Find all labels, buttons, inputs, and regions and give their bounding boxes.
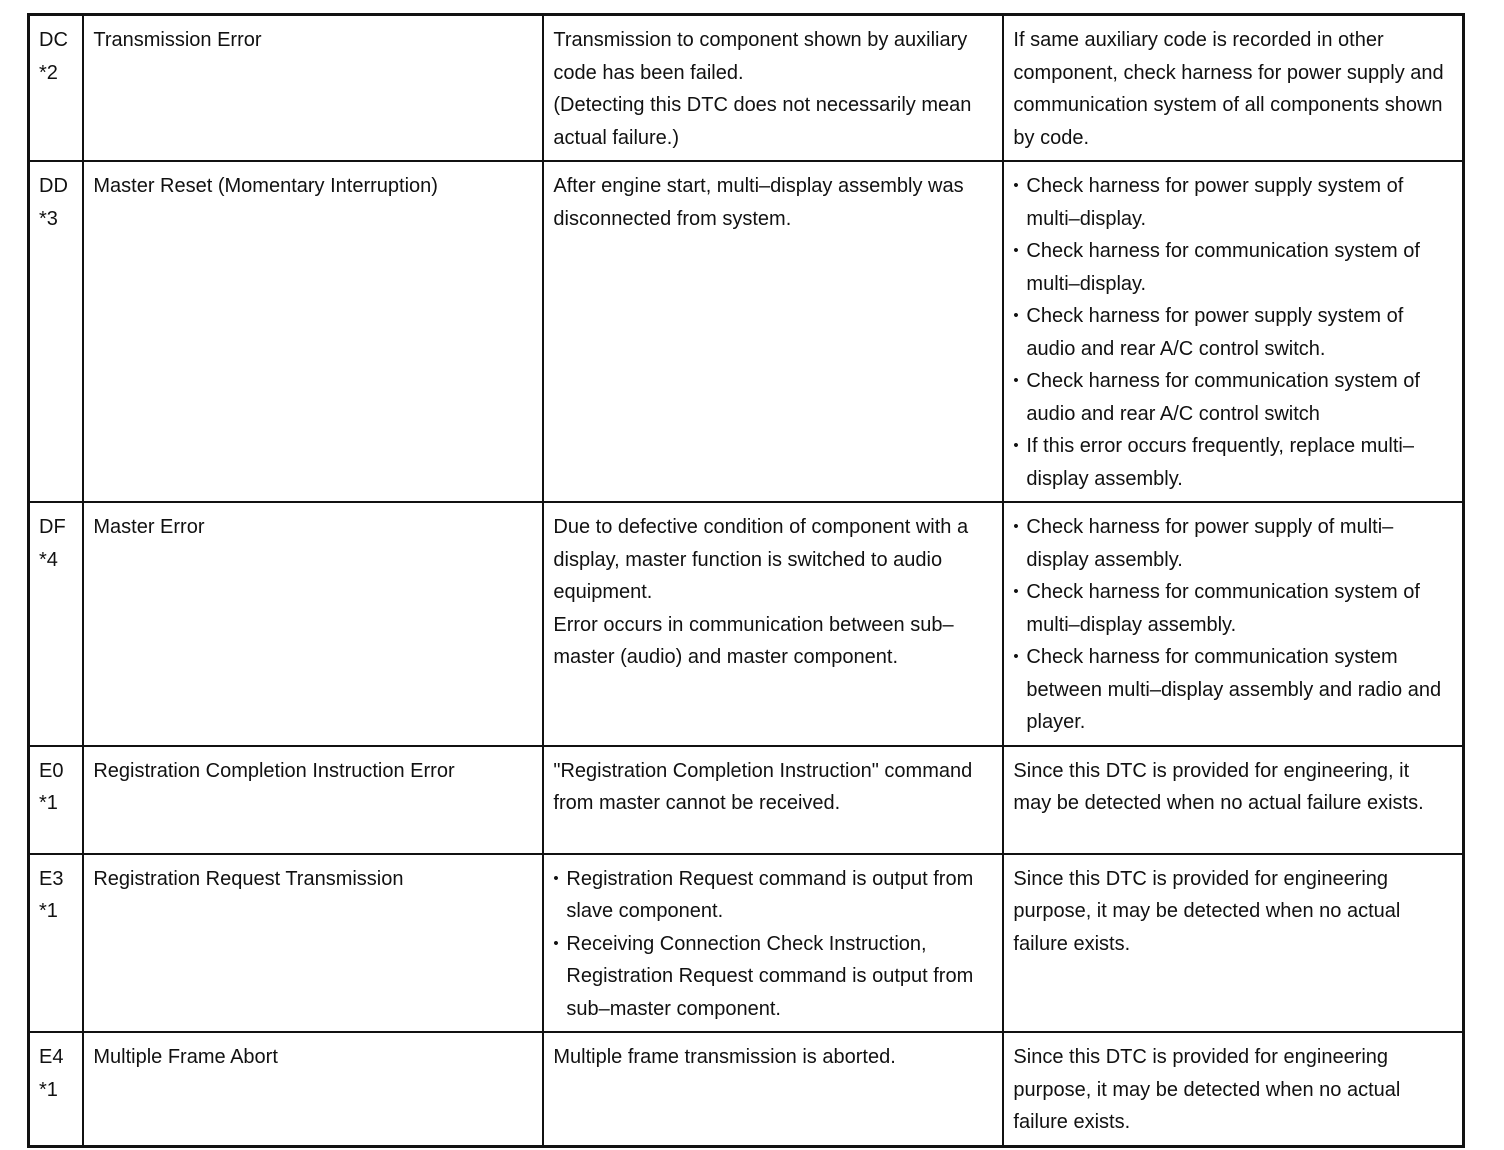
list-item: • Check harness for communication system of multi–display. (1013, 235, 1452, 300)
list-item: • Check harness for power supply of multi–display assembly. (1013, 511, 1452, 576)
trouble-area-cell (543, 1032, 1003, 1146)
detection-item-cell (83, 161, 543, 502)
detection-item: Registration Request Transmission (93, 867, 404, 890)
dtc-code: DD (39, 175, 68, 197)
condition-text: Transmission to component shown by auxiliary code has been failed. (553, 29, 968, 84)
remarks-cell (1003, 502, 1463, 746)
table-row-e4 (29, 1032, 1464, 1146)
detection-item-cell (83, 502, 543, 746)
list-item: • Check harness for communication system of multi–display assembly. (1013, 576, 1452, 641)
dtc-code-cell (29, 15, 84, 162)
detection-item-cell (83, 746, 543, 854)
table-row-dd (29, 161, 1464, 502)
remarks-cell (1003, 1032, 1463, 1146)
trouble-area-cell (543, 15, 1003, 162)
remarks-list (1013, 170, 1452, 495)
remarks-cell (1003, 15, 1463, 162)
dtc-footnote: *1 (39, 900, 58, 922)
dtc-footnote: *4 (39, 548, 58, 571)
detection-item: Registration Completion Instruction Error (93, 759, 455, 782)
dtc-code: E4 (39, 1046, 64, 1068)
dtc-code: E3 (39, 867, 64, 890)
condition-text: Due to defective condition of component with a display, master function is switched to audio equipment. (553, 516, 969, 603)
list-item: • Check harness for power supply system of audio and rear A/C control switch. (1013, 300, 1452, 365)
dtc-table (27, 13, 1465, 1148)
list-item: • Check harness for communication system between multi–display assembly and radio and player. (1013, 641, 1452, 739)
table-row-e0 (29, 746, 1464, 854)
dtc-code-cell (29, 161, 84, 502)
remarks-text: Since this DTC is provided for engineering purpose, it may be detected when no actual failure exists. (1013, 1046, 1401, 1133)
remarks-text: If same auxiliary code is recorded in other component, check harness for power supply and communication system of all components shown by code. (1013, 29, 1444, 149)
detection-item: Multiple Frame Abort (93, 1046, 278, 1068)
dtc-footnote: *3 (39, 207, 58, 230)
condition-text: Multiple frame transmission is aborted. (553, 1046, 896, 1068)
detection-item-cell (83, 1032, 543, 1146)
dtc-code-cell (29, 854, 84, 1033)
condition-text: After engine start, multi–display assembly was disconnected from system. (553, 175, 964, 230)
remarks-cell (1003, 161, 1463, 502)
condition-text: "Registration Completion Instruction" command from master cannot be received. (553, 759, 973, 814)
dtc-code: DF (39, 516, 66, 538)
list-item: • Check harness for power supply system of multi–display. (1013, 170, 1452, 235)
remarks-text: Since this DTC is provided for engineering purpose, it may be detected when no actual failure exists. (1013, 867, 1401, 955)
trouble-area-cell (543, 746, 1003, 854)
trouble-area-cell (543, 161, 1003, 502)
condition-text: (Detecting this DTC does not necessarily mean actual failure.) (553, 94, 972, 149)
condition-list (553, 863, 992, 1026)
list-item: • Receiving Connection Check Instruction, Registration Request command is output from sub–master component. (553, 928, 992, 1026)
table-row-e3 (29, 854, 1464, 1033)
dtc-code: E0 (39, 759, 64, 782)
dtc-footnote: *1 (39, 1078, 58, 1101)
list-item: • If this error occurs frequently, replace multi–display assembly. (1013, 430, 1452, 495)
table-row-df (29, 502, 1464, 746)
remarks-cell (1003, 746, 1463, 854)
detection-item-cell (83, 15, 543, 162)
list-item: • Registration Request command is output from slave component. (553, 863, 992, 928)
trouble-area-cell (543, 502, 1003, 746)
dtc-code-cell (29, 1032, 84, 1146)
condition-text: Error occurs in communication between sub–master (audio) and master component. (553, 613, 954, 668)
detection-item: Master Reset (Momentary Interruption) (93, 175, 438, 197)
dtc-footnote: *2 (39, 61, 58, 84)
trouble-area-cell (543, 854, 1003, 1033)
table-row-dc (29, 15, 1464, 162)
detection-item: Master Error (93, 516, 205, 538)
remarks-text: Since this DTC is provided for engineering, it may be detected when no actual failure exists. (1013, 759, 1424, 814)
remarks-cell (1003, 854, 1463, 1033)
list-item: • Check harness for communication system of audio and rear A/C control switch (1013, 365, 1452, 430)
detection-item-cell (83, 854, 543, 1033)
dtc-footnote: *1 (39, 792, 58, 814)
detection-item: Transmission Error (93, 29, 262, 51)
dtc-code-cell (29, 746, 84, 854)
remarks-list (1013, 511, 1452, 739)
dtc-code: DC (39, 29, 68, 51)
dtc-code-cell (29, 502, 84, 746)
